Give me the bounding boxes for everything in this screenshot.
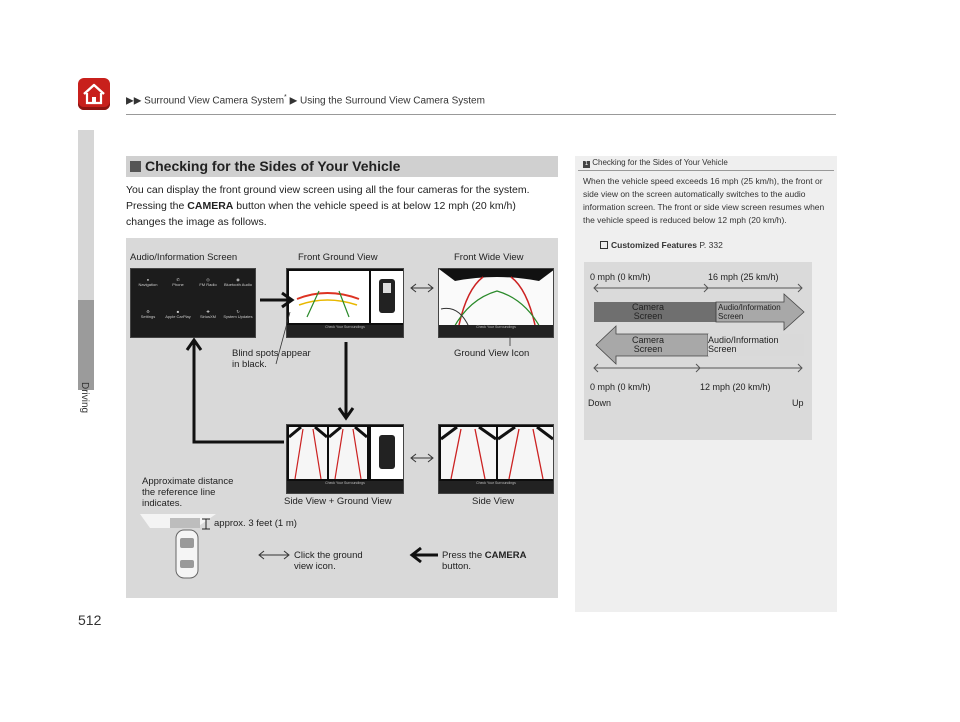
label-ground-view-icon: Ground View Icon	[454, 348, 530, 359]
breadcrumb-link-surround[interactable]: Surround View Camera System	[144, 95, 285, 107]
square-bullet-icon	[130, 161, 141, 172]
page-number: 512	[78, 612, 102, 628]
down-camera-screen-label: Camera Screen	[632, 335, 665, 354]
label-side-ground-view: Side View + Ground View	[284, 496, 392, 507]
side-tab-label: Driving	[79, 382, 90, 414]
side-view-screen: Check Your Surroundings	[438, 424, 554, 494]
menu-item[interactable]: ↻ System Updates	[223, 309, 253, 319]
speed-down-label: Down	[588, 398, 612, 408]
speed-diagram	[584, 262, 812, 440]
breadcrumb	[126, 94, 485, 106]
up-camera-screen-label: Camera Screen	[632, 302, 665, 321]
note-body: When the vehicle speed exceeds 16 mph (25 km/h), the front or side view on the screen automatically switches to the audio information screen. The front or side view screen resumes when the vehicle speed is reduced below 12 mph (20 km/h).	[583, 176, 825, 225]
note-divider	[578, 170, 834, 171]
menu-item[interactable]: ● Navigation	[138, 277, 158, 287]
note-title: 1 Checking for the Sides of Your Vehicle	[584, 158, 728, 167]
breadcrumb-current: Using the Surround View Camera System	[300, 95, 485, 107]
front-wide-view-screen: Check Your Surroundings	[438, 268, 554, 338]
menu-item[interactable]: ⚙ Settings	[140, 309, 156, 319]
intro-paragraph: You can display the front ground view screen using all the four cameras for the system. Pressing the CAMERA button when the vehicle speed is at below 12 mph (20 km/h) changes the image as follows.	[126, 184, 530, 228]
speed-top-right: 16 mph (25 km/h)	[708, 272, 779, 282]
menu-item[interactable]: ✚ SiriusXM	[199, 309, 216, 319]
side-tab-driving[interactable]	[78, 300, 94, 390]
front-ground-view-screen: Check Your Surroundings	[286, 268, 404, 338]
side-ground-view-screen: Check Your Surroundings	[286, 424, 404, 494]
reference-arrow-icon	[600, 241, 608, 249]
note-reference[interactable]: Customized Features P. 332	[600, 240, 723, 250]
side-tab-track	[78, 130, 94, 300]
speed-bottom-left: 0 mph (0 km/h)	[590, 382, 651, 392]
legend-click-ground-icon: Click the ground view icon.	[294, 550, 363, 572]
label-approx-3-feet: approx. 3 feet (1 m)	[214, 518, 297, 529]
speed-up-label: Up	[792, 398, 804, 408]
flow-arrows	[126, 238, 558, 598]
menu-item[interactable]: ■ Apple CarPlay	[165, 309, 191, 319]
breadcrumb-arrow-icon: ▶	[289, 95, 298, 107]
up-audio-screen-label: Audio/Information Screen	[718, 303, 781, 321]
note-number-icon: 1	[584, 161, 589, 167]
down-audio-screen-label: Audio/Information Screen	[708, 335, 779, 354]
menu-item[interactable]: ✆ Phone	[172, 277, 184, 287]
home-icon	[78, 78, 110, 110]
breadcrumb-asterisk: *	[284, 94, 287, 101]
menu-item[interactable]: ◉ Bluetooth Audio	[223, 277, 253, 287]
label-blind-spots: Blind spots appear in black.	[232, 348, 311, 370]
label-approx-distance: Approximate distance the reference line indicates.	[142, 476, 234, 509]
menu-item[interactable]: ◎ FM Radio	[199, 277, 217, 287]
header-divider	[126, 114, 836, 115]
speed-top-left: 0 mph (0 km/h)	[590, 272, 651, 282]
label-front-ground-view: Front Ground View	[298, 252, 378, 263]
camera-flow-figure	[126, 238, 558, 598]
speed-bottom-right: 12 mph (20 km/h)	[700, 382, 771, 392]
legend-press-camera: Press the CAMERA button.	[442, 550, 527, 572]
camera-button-term: CAMERA	[187, 200, 234, 212]
label-side-view: Side View	[472, 496, 515, 507]
section-title: Checking for the Sides of Your Vehicle	[130, 158, 400, 174]
breadcrumb-arrow-icon: ▶▶	[126, 95, 142, 107]
label-audio-screen: Audio/Information Screen	[130, 252, 238, 263]
home-button[interactable]	[78, 78, 110, 110]
label-front-wide-view: Front Wide View	[454, 252, 524, 263]
